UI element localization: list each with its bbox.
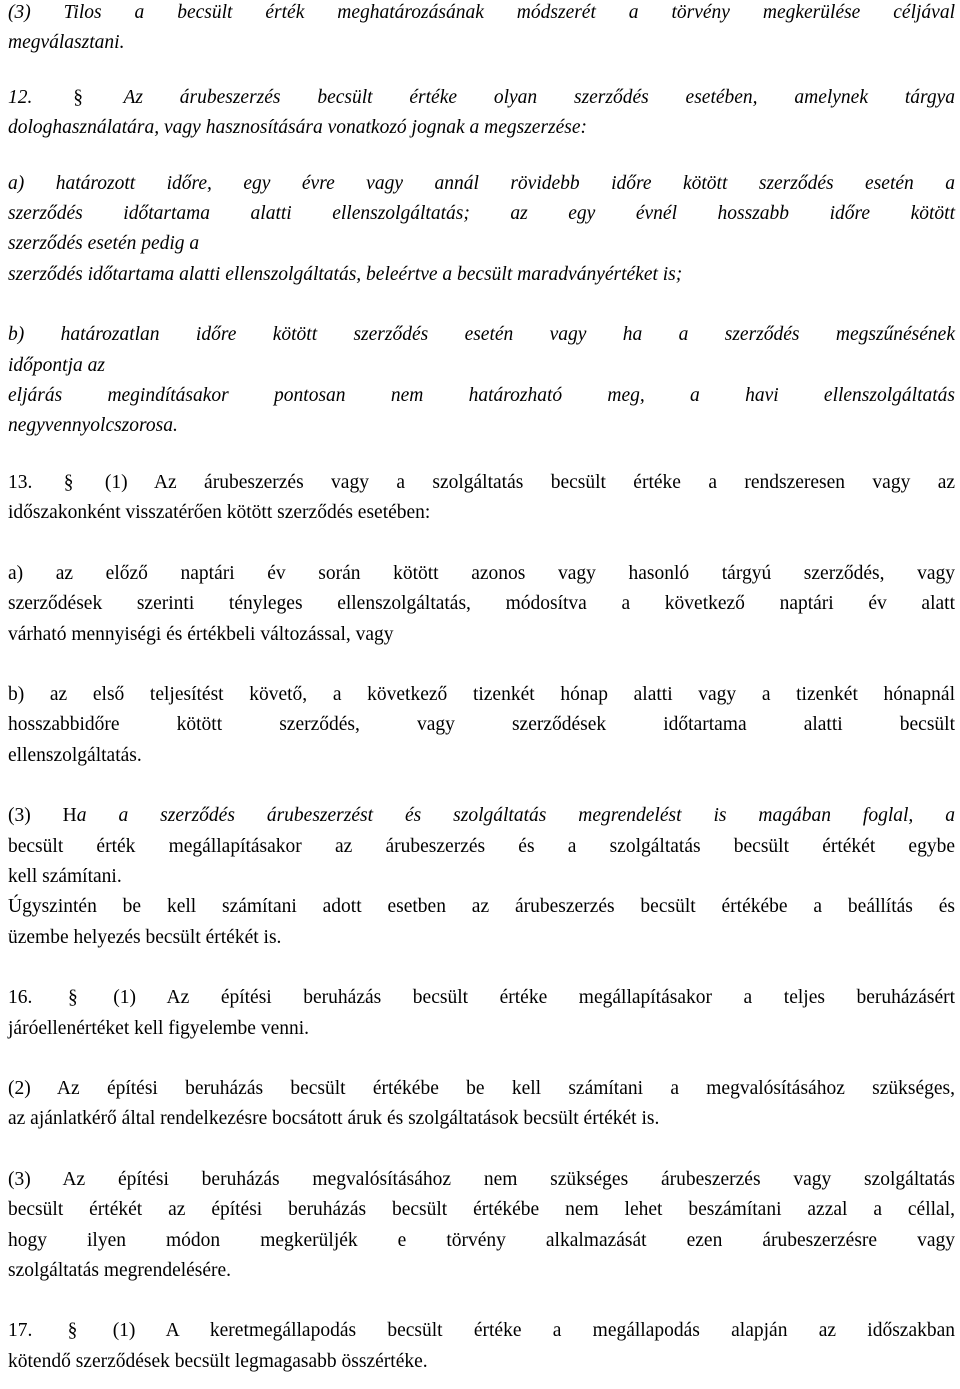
paragraph-section-13 [8, 468, 955, 529]
text-line: szerződések szerinti tényleges ellenszolgáltatás, módosítva a következő naptári év alatt [8, 593, 955, 615]
text-line: (2) Az építési beruházás becsült értékébe be kell számítani a megvalósításához szükséges, [8, 1077, 955, 1099]
text-line-content: Az árubeszerzés becsült értéke olyan szerződés esetében, amelynek tárgya [123, 86, 956, 108]
text-line: eljárás megindításakor pontosan nem határozható meg, a havi ellenszolgáltatás [8, 385, 955, 407]
paragraph-construction-2 [8, 1074, 955, 1135]
section-number: 13. [8, 471, 33, 493]
text-line: járóellenértéket kell figyelembe venni. [8, 1017, 310, 1039]
text-line: (3) Az építési beruházás megvalósításához nem szükséges árubeszerzés vagy szolgáltatás [8, 1168, 955, 1190]
text-line [8, 83, 955, 113]
text-line: negyvennyolcszorosa. [8, 415, 178, 437]
text-line: becsült érték megállapításakor az árubeszerzés és a szolgáltatás becsült értékét egybe [8, 835, 955, 857]
paragraph-tilos [8, 0, 955, 59]
paragraph-item-b-first-performance [8, 680, 955, 771]
text-line: becsült értékét az építési beruházás becsült értékébe nem lehet beszámítani azzal a céllal, [8, 1199, 955, 1221]
paragraph-construction-3 [8, 1165, 955, 1287]
paragraph-section-12 [8, 83, 955, 144]
paragraph-item-b-indefinite-term [8, 320, 955, 442]
text-line: várható mennyiségi és értékbeli változással, vagy [8, 623, 394, 645]
section-sign: § [67, 987, 78, 1009]
text-line-content: (1) Az építési beruházás becsült értéke megállapításakor a teljes beruházásért [113, 987, 956, 1009]
text-line-content: a a szerződés árubeszerzést és szolgáltatás megrendelést is magában foglal, a [76, 805, 955, 827]
section-sign: § [63, 471, 74, 493]
paragraph-section-17 [8, 1316, 955, 1377]
text-line [8, 1316, 955, 1346]
text-line: a) határozott időre, egy évre vagy annál rövidebb időre kötött szerződés esetén a [8, 172, 955, 194]
section-number: 16. [8, 987, 33, 1009]
text-line [8, 468, 955, 498]
section-number: 12. [8, 86, 33, 108]
paragraph-section-16 [8, 983, 955, 1044]
text-line: szerződés időtartama alatti ellenszolgáltatás, beleértve a becsült maradványértéket is; [8, 263, 683, 285]
text-line [8, 983, 955, 1013]
text-line: időszakonként visszatérően kötött szerződés esetében: [8, 502, 431, 524]
text-line: az ajánlatkérő által rendelkezésre bocsátott áruk és szolgáltatások becsült értékét is. [8, 1108, 660, 1130]
document-page [8, 0, 955, 1377]
text-line: b) határozatlan időre kötött szerződés esetén vagy ha a szerződés megszűnésének [8, 324, 955, 346]
text-line: b) az első teljesítést követő, a következő tizenkét hónap alatti vagy a tizenkét hónapnál [8, 683, 955, 705]
text-line: üzembe helyezés becsült értékét is. [8, 926, 282, 948]
text-line: (3) Tilos a becsült érték meghatározásának módszerét a törvény megkerülése céljával [8, 2, 955, 23]
text-line-content: (1) Az árubeszerzés vagy a szolgáltatás becsült értéke a rendszeresen vagy az [104, 471, 956, 493]
text-line: a) az előző naptári év során kötött azonos vagy hasonló tárgyú szerződés, vagy [8, 562, 955, 584]
text-line-content: (1) A keretmegállapodás becsült értéke a megállapodás alapján az időszakban [112, 1320, 956, 1342]
paragraph-mixed-contract [8, 801, 955, 953]
text-line: szerződés esetén pedig a [8, 233, 200, 255]
text-line: szerződés időtartama alatti ellenszolgáltatás; az egy évnél hosszabb időre kötött [8, 203, 955, 225]
text-line: dologhasználatára, vagy hasznosítására vonatkozó jognak a megszerzése: [8, 117, 588, 139]
text-line [8, 801, 955, 831]
text-line: ellenszolgáltatás. [8, 744, 142, 766]
text-line: időpontja az [8, 354, 105, 376]
text-line: hosszabbidőre kötött szerződés, vagy szerződések időtartama alatti becsült [8, 714, 955, 736]
text-line: kötendő szerződések becsült legmagasabb összértéke. [8, 1350, 428, 1372]
section-sign: § [67, 1320, 78, 1342]
text-line: Úgyszintén be kell számítani adott esetben az árubeszerzés becsült értékébe a beállítás és [8, 896, 955, 918]
paragraph-item-a-previous-year [8, 559, 955, 650]
paragraph-item-a-fixed-term [8, 169, 955, 291]
text-line-prefix: (3) H [8, 805, 77, 827]
text-line: hogy ilyen módon megkerüljék e törvény alkalmazását ezen árubeszerzésre vagy [8, 1229, 955, 1251]
section-sign: § [73, 86, 83, 108]
section-number: 17. [8, 1320, 33, 1342]
text-line: megválasztani. [8, 32, 125, 54]
text-line: szolgáltatás megrendelésére. [8, 1260, 232, 1281]
text-line: kell számítani. [8, 865, 122, 887]
